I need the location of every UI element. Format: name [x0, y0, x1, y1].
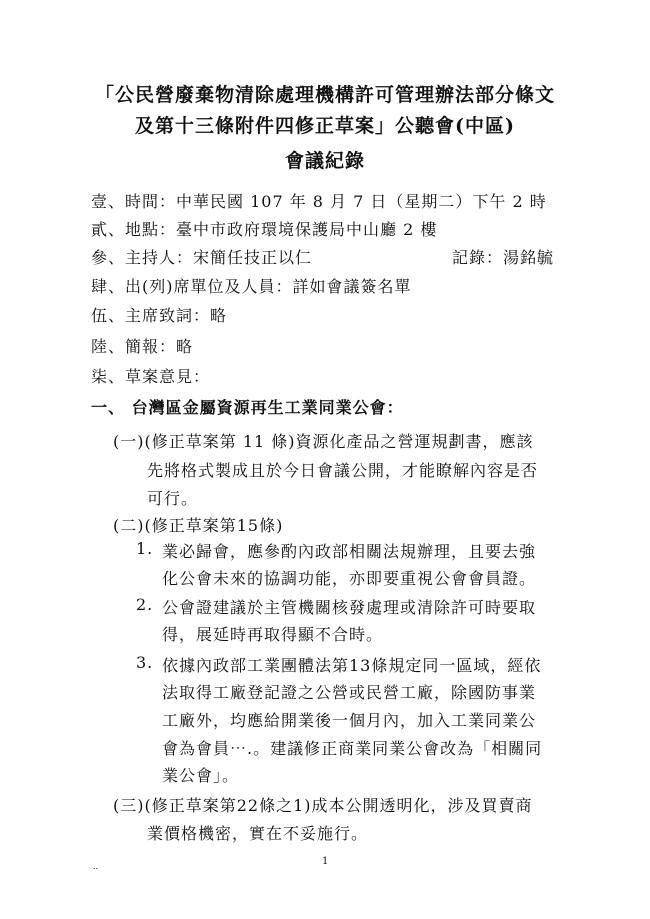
- page-number: 1: [322, 856, 329, 867]
- para-2-item-3-line-3: 工廠外，均應給開業後一個月內，加入工業同業公: [162, 711, 537, 730]
- para-2-item-1-line-1: 業必歸會，應參酌內政部相關法規辦理，且要去強: [162, 542, 537, 561]
- para-2-item-3-line-4: 會為會員⋯.。建議修正商業同業公會改為「相關同: [162, 739, 543, 758]
- footer-marks: ..: [93, 862, 99, 871]
- para-1-line-2: 先將格式製成且於今日會議公開，才能瞭解內容是否: [147, 461, 539, 480]
- para-2-item-1-line-2: 化公會未來的協調功能，亦即要重視公會會員證。: [162, 569, 537, 588]
- item-attendees: 肆、出(列)席單位及人員：詳如會議簽名單: [91, 277, 412, 296]
- item-opinions: 柒、草案意見：: [91, 367, 211, 386]
- item-time: 壹、時間：中華民國 107 年 8 月 7 日（星期二）下午 2 時: [91, 192, 547, 211]
- para-3-line-2: 業價格機密，實在不妥施行。: [147, 824, 369, 843]
- para-2-item-3-line-1: 依據內政部工業團體法第13條規定同一區域，經依: [162, 656, 542, 675]
- para-2-header: (二)(修正草案第15條): [113, 516, 284, 535]
- item-host: 參、主持人：宋簡任技正以仁: [91, 248, 313, 267]
- item-briefing: 陸、簡報：略: [91, 337, 194, 356]
- item-speech: 伍、主席致詞：略: [91, 306, 228, 325]
- para-1-line-3: 可行。: [147, 489, 199, 508]
- section-1-heading: 一、 台灣區金屬資源再生工業同業公會：: [91, 398, 404, 417]
- para-2-item-2-line-1: 公會證建議於主管機關核發處理或清除許可時要取: [162, 598, 537, 617]
- para-2-item-3-line-5: 業公會」。: [162, 766, 240, 785]
- para-2-num-2: 2.: [136, 595, 154, 614]
- title-line-1: 「公民營廢棄物清除處理機構許可管理辦法部分條文: [94, 84, 555, 106]
- para-2-num-3: 3.: [136, 653, 154, 672]
- item-place: 貳、地點：臺中市政府環境保護局中山廳 2 樓: [91, 220, 438, 239]
- item-recorder: 記錄：湯銘毓: [452, 248, 555, 267]
- para-2-num-1: 1.: [136, 539, 154, 558]
- title-line-3: 會議紀錄: [284, 150, 365, 172]
- title-line-2: 及第十三條附件四修正草案」公聽會(中區): [135, 115, 515, 137]
- para-3-line-1: (三)(修正草案第22條之1)成本公開透明化，涉及買賣商: [113, 796, 533, 815]
- para-2-item-3-line-2: 法取得工廠登記證之公營或民營工廠，除國防事業: [162, 683, 537, 702]
- para-1-line-1: (一)(修正草案第 11 條)資源化產品之營運規劃書，應該: [113, 432, 534, 451]
- para-2-item-2-line-2: 得，展延時再取得顯不合時。: [162, 625, 384, 644]
